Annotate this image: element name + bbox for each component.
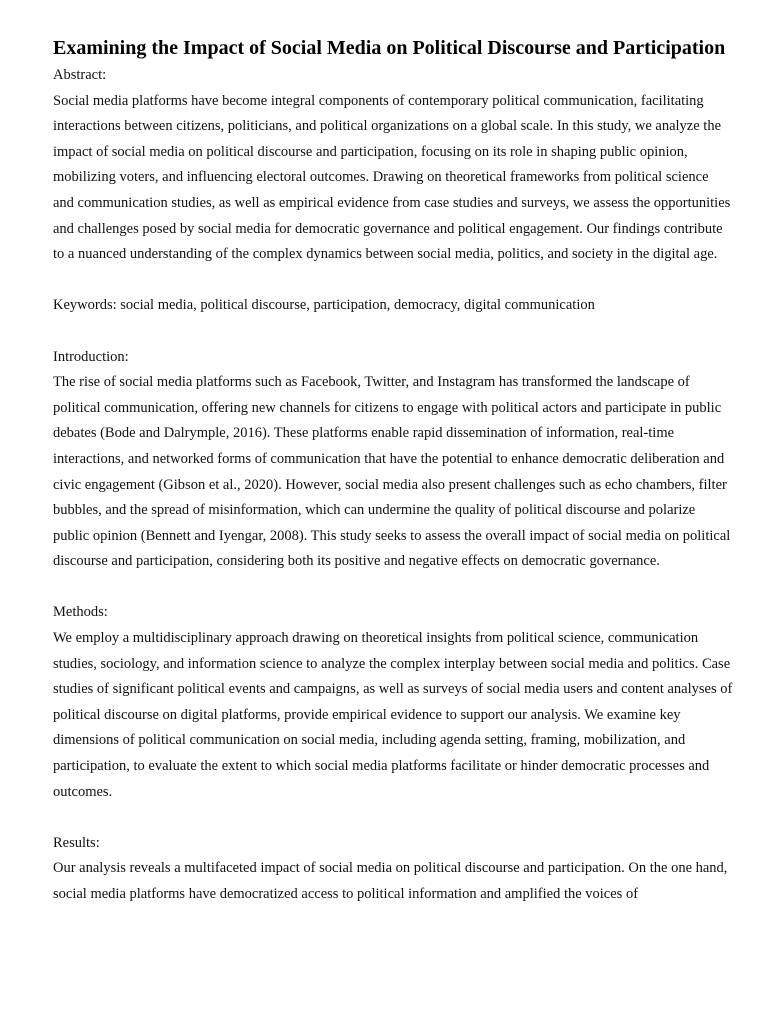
paper-page	[53, 36, 733, 908]
results-label: Results:	[53, 834, 100, 851]
abstract-label: Abstract:	[53, 67, 107, 83]
keywords-line: Keywords: social media, political discourse, participation, democracy, digital communication	[53, 297, 595, 314]
spacer	[53, 805, 733, 831]
spacer	[53, 268, 733, 294]
abstract-text: Social media platforms have become integral components of contemporary political communication, facilitating interactions between citizens, politicians, and political organizations on a global scale. In this study, we analyze the impact of social media on political discourse and participation, focusing on its role in shaping public opinion, mobilizing voters, and influencing electoral outcomes. Drawing on theoretical frameworks from political science and communication studies, as well as empirical evidence from case studies and surveys, we assess the opportunities and challenges posed by social media for democratic governance and political engagement. Our findings contribute to a nuanced understanding of the complex dynamics between social media, politics, and society in the digital age.	[53, 92, 731, 263]
introduction-text: The rise of social media platforms such as Facebook, Twitter, and Instagram has transformed the landscape of political communication, offering new channels for citizens to engage with political actors and participate in public debates (Bode and Dalrymple, 2016). These platforms enable rapid dissemination of information, real-time interactions, and networked forms of communication that have the potential to enhance democratic deliberation and civic engagement (Gibson et al., 2020). However, social media also present challenges such as echo chambers, filter bubbles, and the spread of misinformation, which can undermine the quality of political discourse and polarize public opinion (Bennett and Iyengar, 2008). This study seeks to assess the overall impact of social media on political discourse and participation, considering both its positive and negative effects on democratic governance.	[53, 374, 731, 570]
paper-title: Examining the Impact of Social Media on Political Discourse and Participation	[53, 37, 726, 59]
results-text: Our analysis reveals a multifaceted impact of social media on political discourse and participation. On the one hand, social media platforms have democratized access to political information and amplified the voices of	[53, 860, 728, 902]
spacer	[53, 575, 733, 601]
introduction-label: Introduction:	[53, 348, 129, 365]
methods-text: We employ a multidisciplinary approach drawing on theoretical insights from political science, communication studies, sociology, and information science to analyze the complex interplay between social media and politics. Case studies of significant political events and campaigns, as well as surveys of social media users and content analyses of political discourse on digital platforms, provide empirical evidence to support our analysis. We examine key dimensions of political communication on social media, including agenda setting, framing, mobilization, and participation, to evaluate the extent to which social media platforms facilitate or hinder democratic processes and outcomes.	[53, 630, 733, 800]
spacer	[53, 319, 733, 345]
methods-label: Methods:	[53, 604, 108, 621]
